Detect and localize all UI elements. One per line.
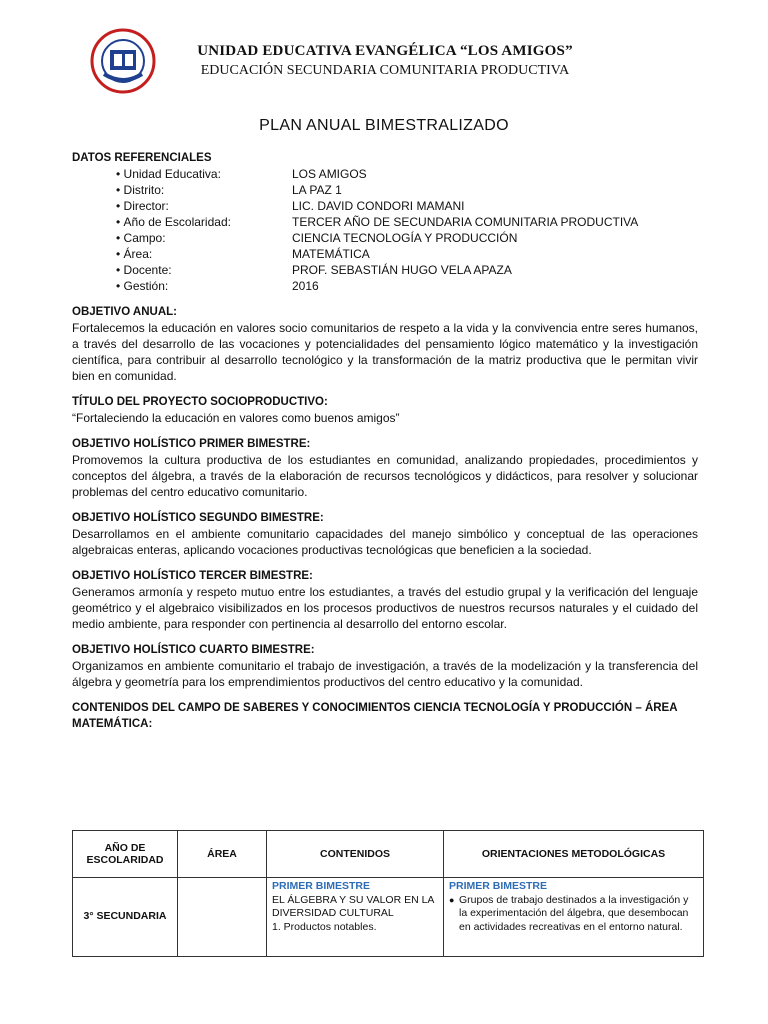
datos-value: 2016 — [292, 279, 319, 293]
objetivo-primer-text: Promovemos la cultura productiva de los estudiantes en comunidad, analizando propiedades, procedimientos y conceptos del álgebra, a través de la elaboración de recursos tecnológicos y didácticos, para resolver y solucionar problemas del centro educativo comunitario. — [72, 453, 698, 499]
list-item — [116, 198, 698, 214]
list-item — [116, 278, 698, 294]
datos-label: • Distrito: — [116, 182, 292, 198]
datos-value: LIC. DAVID CONDORI MAMANI — [292, 199, 465, 213]
cell-orientaciones — [444, 878, 704, 957]
col-header-contenidos: CONTENIDOS — [267, 831, 444, 878]
datos-label: • Docente: — [116, 262, 292, 278]
col-header-year: AÑO DE ESCOLARIDAD — [73, 831, 178, 878]
contenidos-topic: EL ÁLGEBRA Y SU VALOR EN LA DIVERSIDAD CULTURAL — [272, 893, 434, 919]
list-item — [116, 246, 698, 262]
objetivo-anual-heading: OBJETIVO ANUAL: — [72, 306, 177, 318]
list-item — [116, 214, 698, 230]
objetivo-cuarto-heading: OBJETIVO HOLÍSTICO CUARTO BIMESTRE: — [72, 644, 315, 656]
proyecto-section — [72, 394, 698, 426]
objetivo-tercer-heading: OBJETIVO HOLÍSTICO TERCER BIMESTRE: — [72, 570, 313, 582]
proyecto-text: “Fortaleciendo la educación en valores como buenos amigos” — [72, 411, 400, 425]
objetivo-anual-text: Fortalecemos la educación en valores socio comunitarios de respeto a la vida y la convivencia entre seres humanos, a través del desarrollo de las vocaciones y potencialidades del pensamiento lógico matemático y la investigación científica, para contribuir al desarrollo tecnológico y la transformación de la matriz productiva que le permitan vivir bien en comunidad. — [72, 321, 698, 383]
orientaciones-bimestre-title: PRIMER BIMESTRE — [449, 880, 548, 892]
table-row — [73, 878, 704, 957]
orientaciones-list — [449, 894, 698, 935]
objetivo-cuarto-section — [72, 642, 698, 690]
objetivo-primer-section — [72, 436, 698, 500]
objetivo-segundo-text: Desarrollamos en el ambiente comunitario capacidades del manejo simbólico y conceptual de las operaciones algebraicas enteras, aplicando vocaciones productivas tecnológicas que beneficien a la sociedad. — [72, 527, 698, 557]
cell-year: 3° SECUNDARIA — [73, 878, 178, 957]
list-item — [116, 182, 698, 198]
objetivo-segundo-heading: OBJETIVO HOLÍSTICO SEGUNDO BIMESTRE: — [72, 512, 324, 524]
page-title: PLAN ANUAL BIMESTRALIZADO — [259, 117, 509, 134]
datos-value: TERCER AÑO DE SECUNDARIA COMUNITARIA PRODUCTIVA — [292, 215, 639, 229]
document-body — [72, 150, 698, 732]
objetivo-tercer-section — [72, 568, 698, 632]
contenidos-bimestre-title: PRIMER BIMESTRE — [272, 880, 371, 892]
col-header-orientaciones: ORIENTACIONES METODOLÓGICAS — [444, 831, 704, 878]
cell-area — [178, 878, 267, 957]
datos-label: • Unidad Educativa: — [116, 166, 292, 182]
datos-list — [72, 166, 698, 294]
list-item — [116, 166, 698, 182]
school-name: UNIDAD EDUCATIVA EVANGÉLICA “LOS AMIGOS” — [197, 43, 573, 59]
table-header-row — [73, 831, 704, 878]
objetivo-tercer-text: Generamos armonía y respeto mutuo entre los estudiantes, a través del estudio grupal y la verificación del lenguaje geométrico y el algebraico visibilizados en los procesos productivos de nuestros recursos naturales y el cuidado del medio ambiente, para responder con pertinencia al desarrollo del entorno escolar. — [72, 585, 698, 631]
objetivo-primer-heading: OBJETIVO HOLÍSTICO PRIMER BIMESTRE: — [72, 438, 311, 450]
school-subtitle: EDUCACIÓN SECUNDARIA COMUNITARIA PRODUCTIVA — [200, 63, 570, 78]
proyecto-heading: TÍTULO DEL PROYECTO SOCIOPRODUCTIVO: — [72, 396, 328, 408]
list-item — [116, 230, 698, 246]
datos-value: MATEMÁTICA — [292, 247, 370, 261]
plan-table — [72, 830, 704, 957]
datos-value: PROF. SEBASTIÁN HUGO VELA APAZA — [292, 263, 512, 277]
datos-value: LOS AMIGOS — [292, 167, 367, 181]
col-header-area: ÁREA — [178, 831, 267, 878]
datos-label: • Gestión: — [116, 278, 292, 294]
objetivo-cuarto-text: Organizamos en ambiente comunitario el trabajo de investigación, a través de la modelización y la transferencia del álgebra y geometría para los emprendimientos productivos del centro educativo y la comunidad. — [72, 659, 698, 689]
list-item: ● Grupos de trabajo destinados a la investigación y la experimentación del álgebra, que desembocan en actividades recreativas en el entorno natural. — [449, 894, 698, 935]
datos-label: • Año de Escolaridad: — [116, 214, 292, 230]
datos-label: • Campo: — [116, 230, 292, 246]
cell-contenidos — [267, 878, 444, 957]
objetivo-anual-section — [72, 304, 698, 384]
datos-value: CIENCIA TECNOLOGÍA Y PRODUCCIÓN — [292, 231, 518, 245]
contenidos-item: 1. Productos notables. — [272, 920, 377, 933]
datos-heading: DATOS REFERENCIALES — [72, 152, 212, 164]
school-logo — [90, 28, 156, 94]
objetivo-segundo-section — [72, 510, 698, 558]
datos-value: LA PAZ 1 — [292, 183, 342, 197]
list-item — [116, 262, 698, 278]
datos-label: • Área: — [116, 246, 292, 262]
datos-label: • Director: — [116, 198, 292, 214]
contenidos-heading: CONTENIDOS DEL CAMPO DE SABERES Y CONOCIMIENTOS CIENCIA TECNOLOGÍA Y PRODUCCIÓN – ÁREA MATEMÁTICA: — [72, 702, 678, 730]
